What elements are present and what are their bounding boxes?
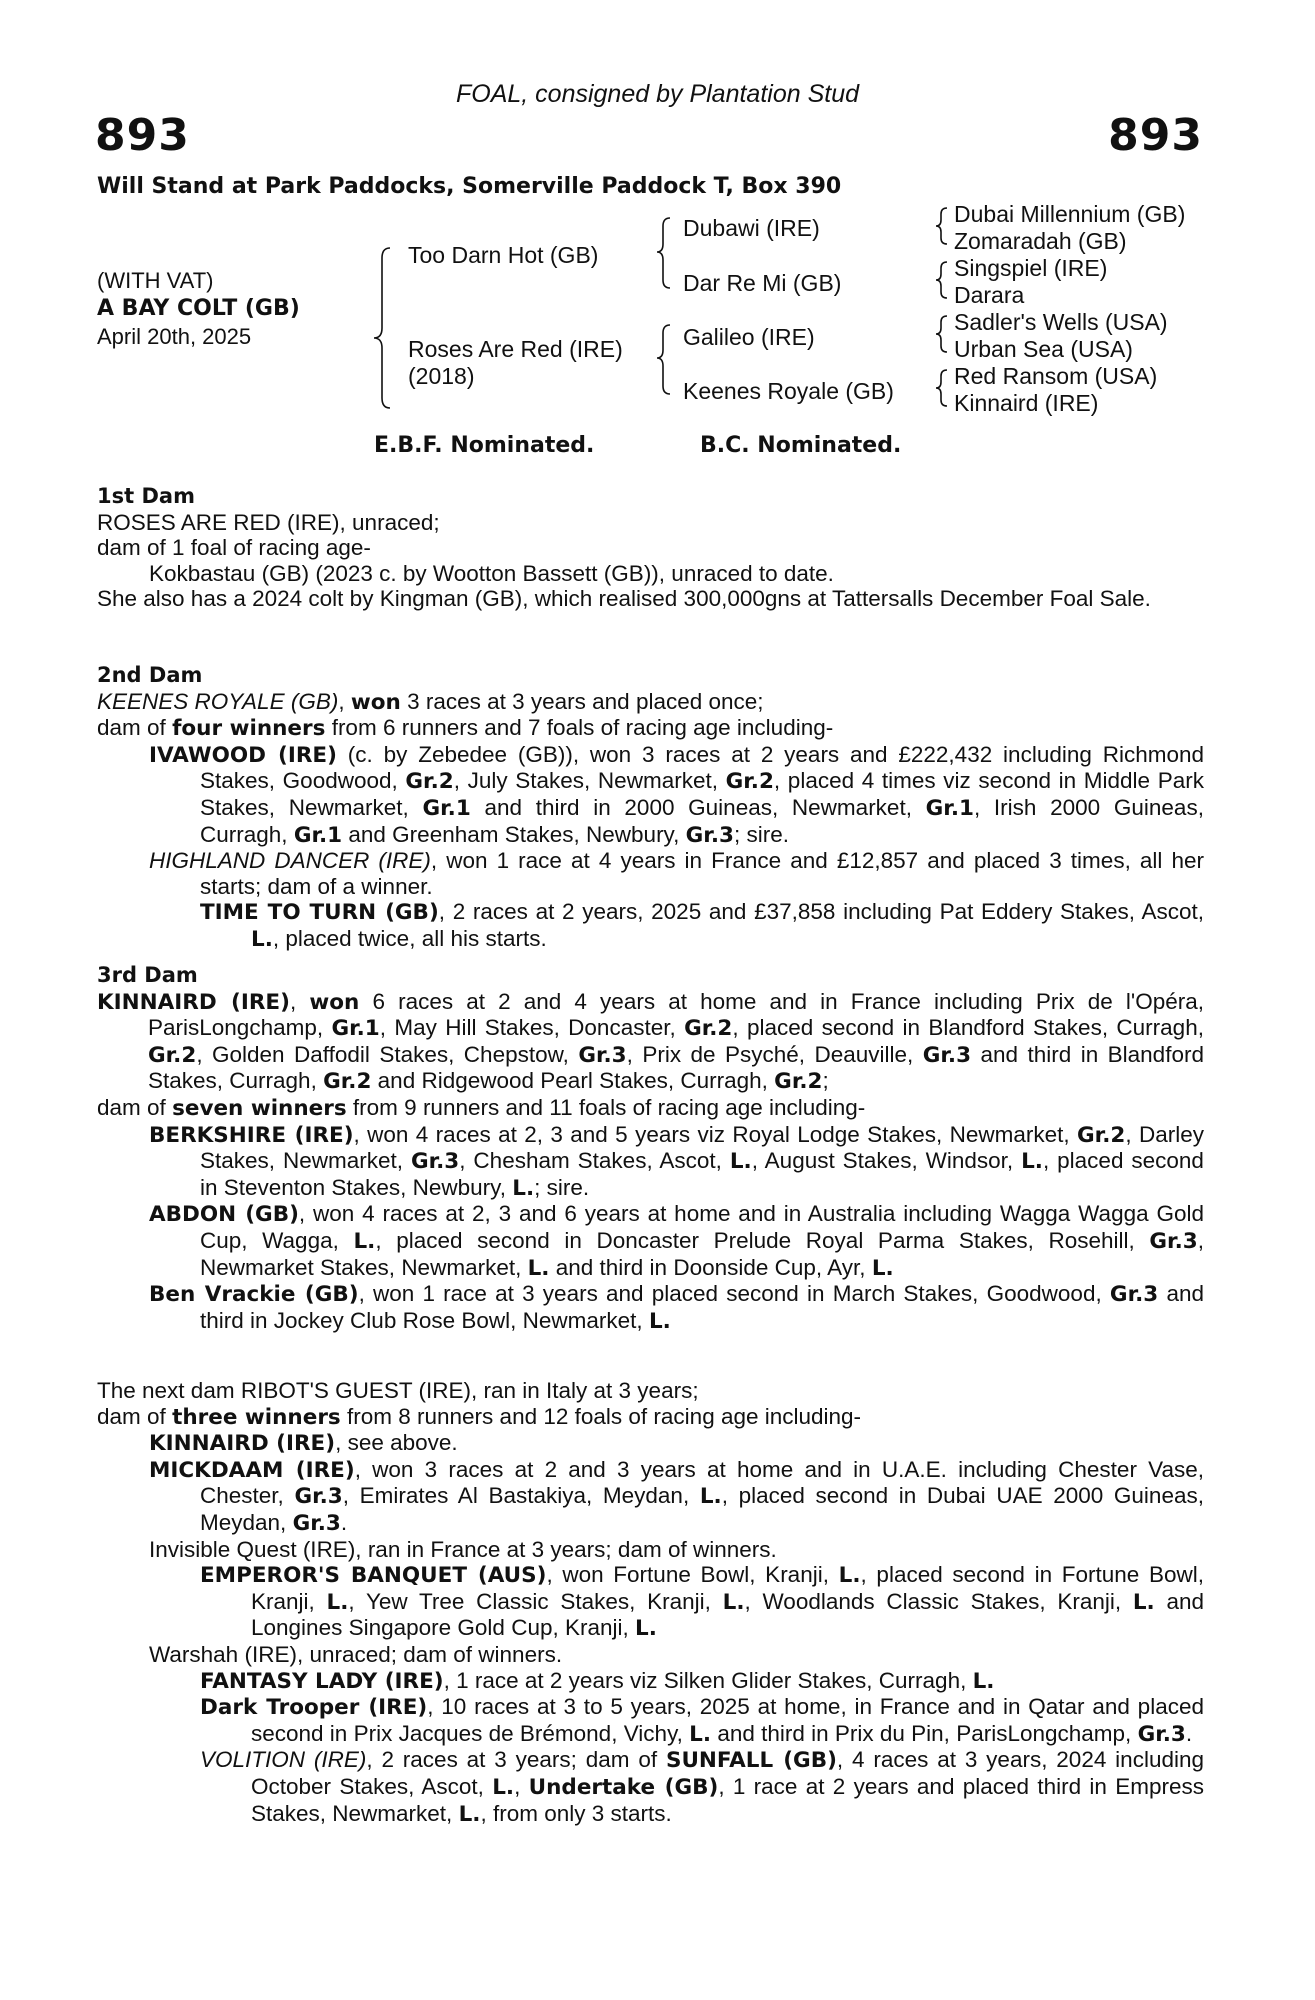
sire-sire: Dubawi (IRE) <box>683 215 820 241</box>
first-dam-line: ROSES ARE RED (IRE), unraced; <box>97 509 440 535</box>
produce-highland-dancer: HIGHLAND DANCER (IRE), won 1 race at 4 years in France and £12,857 and placed 3 times, all her starts; dam of a winner. <box>149 848 1204 899</box>
vat-label: (WITH VAT) <box>97 268 214 293</box>
bc-nomination: B.C. Nominated. <box>700 433 902 458</box>
subject-name: A BAY COLT (GB) <box>97 296 300 321</box>
third-dam-record: KINNAIRD (IRE), won 6 races at 2 and 4 years at home and in France including Prix de l'Opéra, ParisLongchamp, Gr.1, May Hill Stakes, Doncaster, Gr.2, placed second in Blandford Stakes, Curragh, Gr.2, Golden Daffodil Stakes, Chepstow, Gr.3, Prix de Psyché, Deauville, Gr.3 and third in Blandford Stakes, Curragh, Gr.2 and Ridgewood Pearl Stakes, Curragh, Gr.2; <box>97 988 1204 1095</box>
dam-sire-sire: Sadler's Wells (USA) <box>954 309 1168 335</box>
produce-abdon: ABDON (GB), won 4 races at 2, 3 and 6 years at home and in Australia including Wagga Wagga Gold Cup, Wagga, L., placed second in Doncaster Prelude Royal Parma Stakes, Rosehill, Gr.3, Newmarket Stakes, Newmarket, L. and third in Doonside Cup, Ayr, L. <box>149 1201 1204 1281</box>
next-dam-produce: dam of three winners from 8 runners and 12 foals of racing age including- <box>97 1403 862 1430</box>
produce-mickdaam: MICKDAAM (IRE), won 3 races at 2 and 3 years at home and in U.A.E. including Chester Vase, Chester, Gr.3, Emirates Al Bastakiya, Meydan, L., placed second in Dubai UAE 2000 Guineas, Meydan, Gr.3. <box>149 1456 1205 1536</box>
consignor-line: FOAL, consigned by Plantation Stud <box>455 80 860 108</box>
next-dam-line: The next dam RIBOT'S GUEST (IRE), ran in Italy at 3 years; <box>97 1378 699 1403</box>
subject-dob: April 20th, 2025 <box>97 324 252 349</box>
dd-brace <box>936 370 947 406</box>
second-dam-name: KEENES ROYALE (GB) <box>97 688 339 714</box>
produce-time-to-turn: TIME TO TURN (GB), 2 races at 2 years, 2025 and £37,858 including Pat Eddery Stakes, Ascot, L., placed twice, all his starts. <box>200 899 1204 952</box>
sire-name: Too Darn Hot (GB) <box>408 242 599 268</box>
first-dam-also: She also has a 2024 colt by Kingman (GB), which realised 300,000gns at Tattersalls December Foal Sale. <box>97 586 1151 612</box>
produce-kinnaird: KINNAIRD (IRE), see above. <box>149 1430 458 1457</box>
produce-fantasy-lady: FANTASY LADY (IRE), 1 race at 2 years viz Silken Glider Stakes, Curragh, L. <box>200 1667 995 1694</box>
sire-sire-sire: Dubai Millennium (GB) <box>954 201 1186 227</box>
sire-dam: Dar Re Mi (GB) <box>683 270 842 296</box>
dam-sire-dam: Urban Sea (USA) <box>954 336 1133 362</box>
second-dam-line: KEENES ROYALE (GB), won 3 races at 3 years and placed once; <box>97 688 764 715</box>
first-dam-section <box>97 484 1204 612</box>
lot-number-right: 893 <box>1108 110 1203 161</box>
produce-emperors-banquet: EMPEROR'S BANQUET (AUS), won Fortune Bowl, Kranji, L., placed second in Fortune Bowl, Kranji, L., Yew Tree Classic Stakes, Kranji, L., Woodlands Classic Stakes, Kranji, L. and Longines Singapore Gold Cup, Kranji, L. <box>200 1562 1204 1642</box>
main-brace <box>374 248 390 408</box>
produce-invisible-quest: Invisible Quest (IRE), ran in France at 3 years; dam of winners. <box>149 1536 777 1562</box>
first-dam-heading: 1st Dam <box>97 484 195 508</box>
second-dam-section <box>97 663 1204 953</box>
ebf-nomination: E.B.F. Nominated. <box>374 433 595 458</box>
next-dam-section <box>97 1378 1204 1827</box>
second-dam-produce: dam of four winners from 6 runners and 7 foals of racing age including- <box>97 715 834 742</box>
produce-ben-vrackie: Ben Vrackie (GB), won 1 race at 3 years and placed second in March Stakes, Goodwood, Gr.3 and third in Jockey Club Rose Bowl, Newmarket, L. <box>149 1281 1204 1334</box>
produce-berkshire: BERKSHIRE (IRE), won 4 races at 2, 3 and 5 years viz Royal Lodge Stakes, Newmarket, Gr.2, Darley Stakes, Newmarket, Gr.3, Chesham Stakes, Ascot, L., August Stakes, Windsor, L., placed second in Steventon Stakes, Newbury, L.; sire. <box>149 1121 1204 1201</box>
dam-dam-dam: Kinnaird (IRE) <box>954 390 1099 416</box>
third-dam-section <box>97 963 1204 1334</box>
produce-volition: VOLITION (IRE), 2 races at 3 years; dam of SUNFALL (GB), 4 races at 3 years, 2024 including October Stakes, Ascot, L., Undertake (GB), 1 race at 2 years and placed third in Empress Stakes, Newmarket, L., from only 3 starts. <box>200 1747 1204 1827</box>
ss-brace <box>936 208 947 244</box>
first-dam-foals: dam of 1 foal of racing age- <box>97 535 371 561</box>
dam-name: Roses Are Red (IRE) <box>408 336 623 362</box>
produce-ivawood: IVAWOOD (IRE) (c. by Zebedee (GB)), won 3 races at 2 years and £222,432 including Richmond Stakes, Goodwood, Gr.2, July Stakes, Newmarket, Gr.2, placed 4 times viz second in Middle Park Stakes, Newmarket, Gr.1 and third in 2000 Guineas, Newmarket, Gr.1, Irish 2000 Guineas, Curragh, Gr.1 and Greenham Stakes, Newbury, Gr.3; sire. <box>149 741 1204 848</box>
dam-sire: Galileo (IRE) <box>683 324 815 350</box>
dam-dam-sire: Red Ransom (USA) <box>954 363 1158 389</box>
sd-brace <box>936 262 947 298</box>
sire-dam-sire: Singspiel (IRE) <box>954 255 1108 281</box>
ds-brace <box>936 316 947 352</box>
first-dam-foal: Kokbastau (GB) (2023 c. by Wootton Bassett (GB)), unraced to date. <box>149 560 834 586</box>
produce-dark-trooper: Dark Trooper (IRE), 10 races at 3 to 5 years, 2025 at home, in France and in Qatar and placed second in Prix Jacques de Brémond, Vichy, L. and third in Prix du Pin, ParisLongchamp, Gr.3. <box>200 1694 1204 1747</box>
second-dam-heading: 2nd Dam <box>97 663 203 687</box>
sire-dam-dam: Darara <box>954 282 1025 308</box>
sire-sire-dam: Zomaradah (GB) <box>954 228 1127 254</box>
produce-warshah: Warshah (IRE), unraced; dam of winners. <box>149 1641 563 1667</box>
stand-location: Will Stand at Park Paddocks, Somerville Paddock T, Box 390 <box>97 174 842 199</box>
dam-year: (2018) <box>408 363 475 389</box>
dam-dam: Keenes Royale (GB) <box>683 378 894 404</box>
third-dam-heading: 3rd Dam <box>97 963 198 987</box>
third-dam-produce: dam of seven winners from 9 runners and 11 foals of racing age including- <box>97 1094 866 1121</box>
lot-number-left: 893 <box>95 110 190 161</box>
sire-brace <box>657 218 670 288</box>
dam-brace <box>657 325 670 394</box>
